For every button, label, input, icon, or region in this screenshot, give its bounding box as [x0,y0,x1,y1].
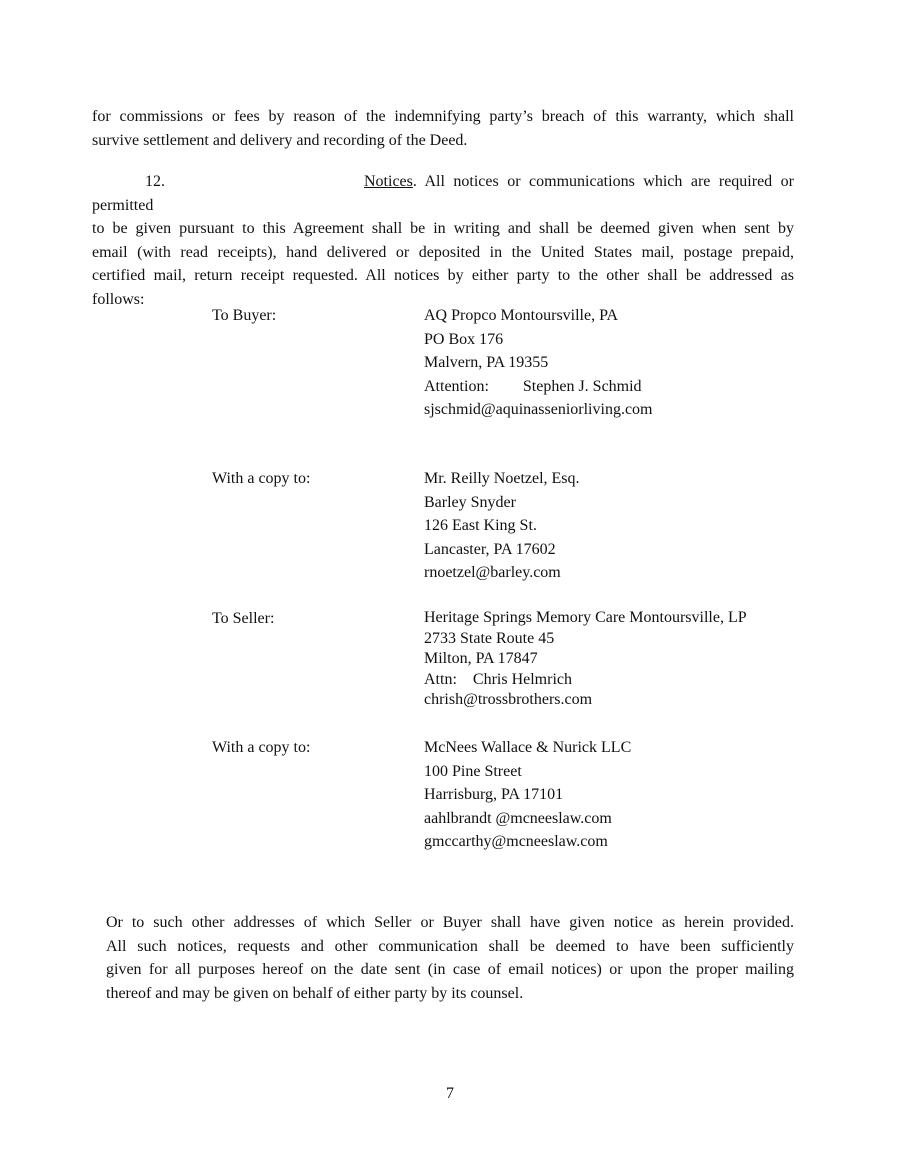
notices-first-line-text: . All notices or communications which are required or permitted [92,173,794,214]
section-number: 12. [145,173,165,190]
buyer-address-line: Malvern, PA 19355 [424,354,549,371]
seller-copy-email: aahlbrandt @mcneeslaw.com [424,809,612,827]
buyer-copy-label: With a copy to: [212,470,311,487]
attention-label: Attn: [424,670,457,688]
seller-label: To Seller: [212,610,275,627]
page-number: 7 [446,1085,454,1102]
paragraph-line: email (with read receipts), hand delivered or deposited in the United States mail, postage prepaid, [92,243,794,261]
closing-paragraph [106,911,794,1005]
buyer-copy-address-line: 126 East King St. [424,517,537,534]
paragraph-line: to be given pursuant to this Agreement shall be in writing and shall be deemed given when sent by [92,220,794,237]
buyer-address-block [424,304,652,422]
attention-name: Chris Helmrich [472,670,572,688]
seller-address-line: 2733 State Route 45 [424,629,555,647]
buyer-label: To Buyer: [212,307,277,324]
paragraph-line: for commissions or fees by reason of the indemnifying party’s breach of this warranty, which shall [92,108,794,125]
paragraph-line: given for all purposes hereof on the date sent (in case of email notices) or upon the proper mailing [106,961,794,978]
buyer-name: AQ Propco Montoursville, PA [424,307,619,324]
section-heading: Notices [364,173,413,190]
buyer-attention [424,375,652,399]
paragraph-line: survive settlement and delivery and recording of the Deed. [92,131,468,149]
notices-first-line [92,170,794,217]
buyer-email: sjschmid@aquinasseniorliving.com [424,401,653,418]
buyer-copy-address-line: Lancaster, PA 17602 [424,540,556,558]
buyer-copy-name: Mr. Reilly Noetzel, Esq. [424,470,580,487]
seller-attention [424,670,747,691]
seller-copy-address-block [424,736,631,854]
seller-address-block [424,608,747,711]
seller-copy-address-line: 100 Pine Street [424,762,522,780]
attention-label: Attention: [424,377,489,395]
paragraph-line: follows: [92,290,145,308]
seller-email: chrish@trossbrothers.com [424,691,593,708]
buyer-copy-firm: Barley Snyder [424,493,516,511]
paragraph-line: All such notices, requests and other communication shall be deemed to have been sufficiently [106,937,794,955]
paragraph-line: thereof and may be given on behalf of either party by its counsel. [106,984,524,1002]
seller-copy-email: gmccarthy@mcneeslaw.com [424,833,608,850]
buyer-copy-email: rnoetzel@barley.com [424,564,561,581]
paragraph-line: certified mail, return receipt requested. All notices by either party to the other shall be addressed as [92,267,794,284]
seller-copy-label: With a copy to: [212,739,311,756]
seller-copy-address-line: Harrisburg, PA 17101 [424,786,564,803]
seller-name: Heritage Springs Memory Care Montoursville, LP [424,609,747,626]
buyer-copy-address-block [424,467,580,585]
notices-paragraph [92,170,794,311]
paragraph-line: Or to such other addresses of which Seller or Buyer shall have given notice as herein provided. [106,914,794,931]
seller-address-line: Milton, PA 17847 [424,650,538,667]
continuation-paragraph [92,105,794,152]
buyer-address-line: PO Box 176 [424,330,504,348]
seller-copy-name: McNees Wallace & Nurick LLC [424,739,632,756]
attention-name: Stephen J. Schmid [522,377,642,395]
